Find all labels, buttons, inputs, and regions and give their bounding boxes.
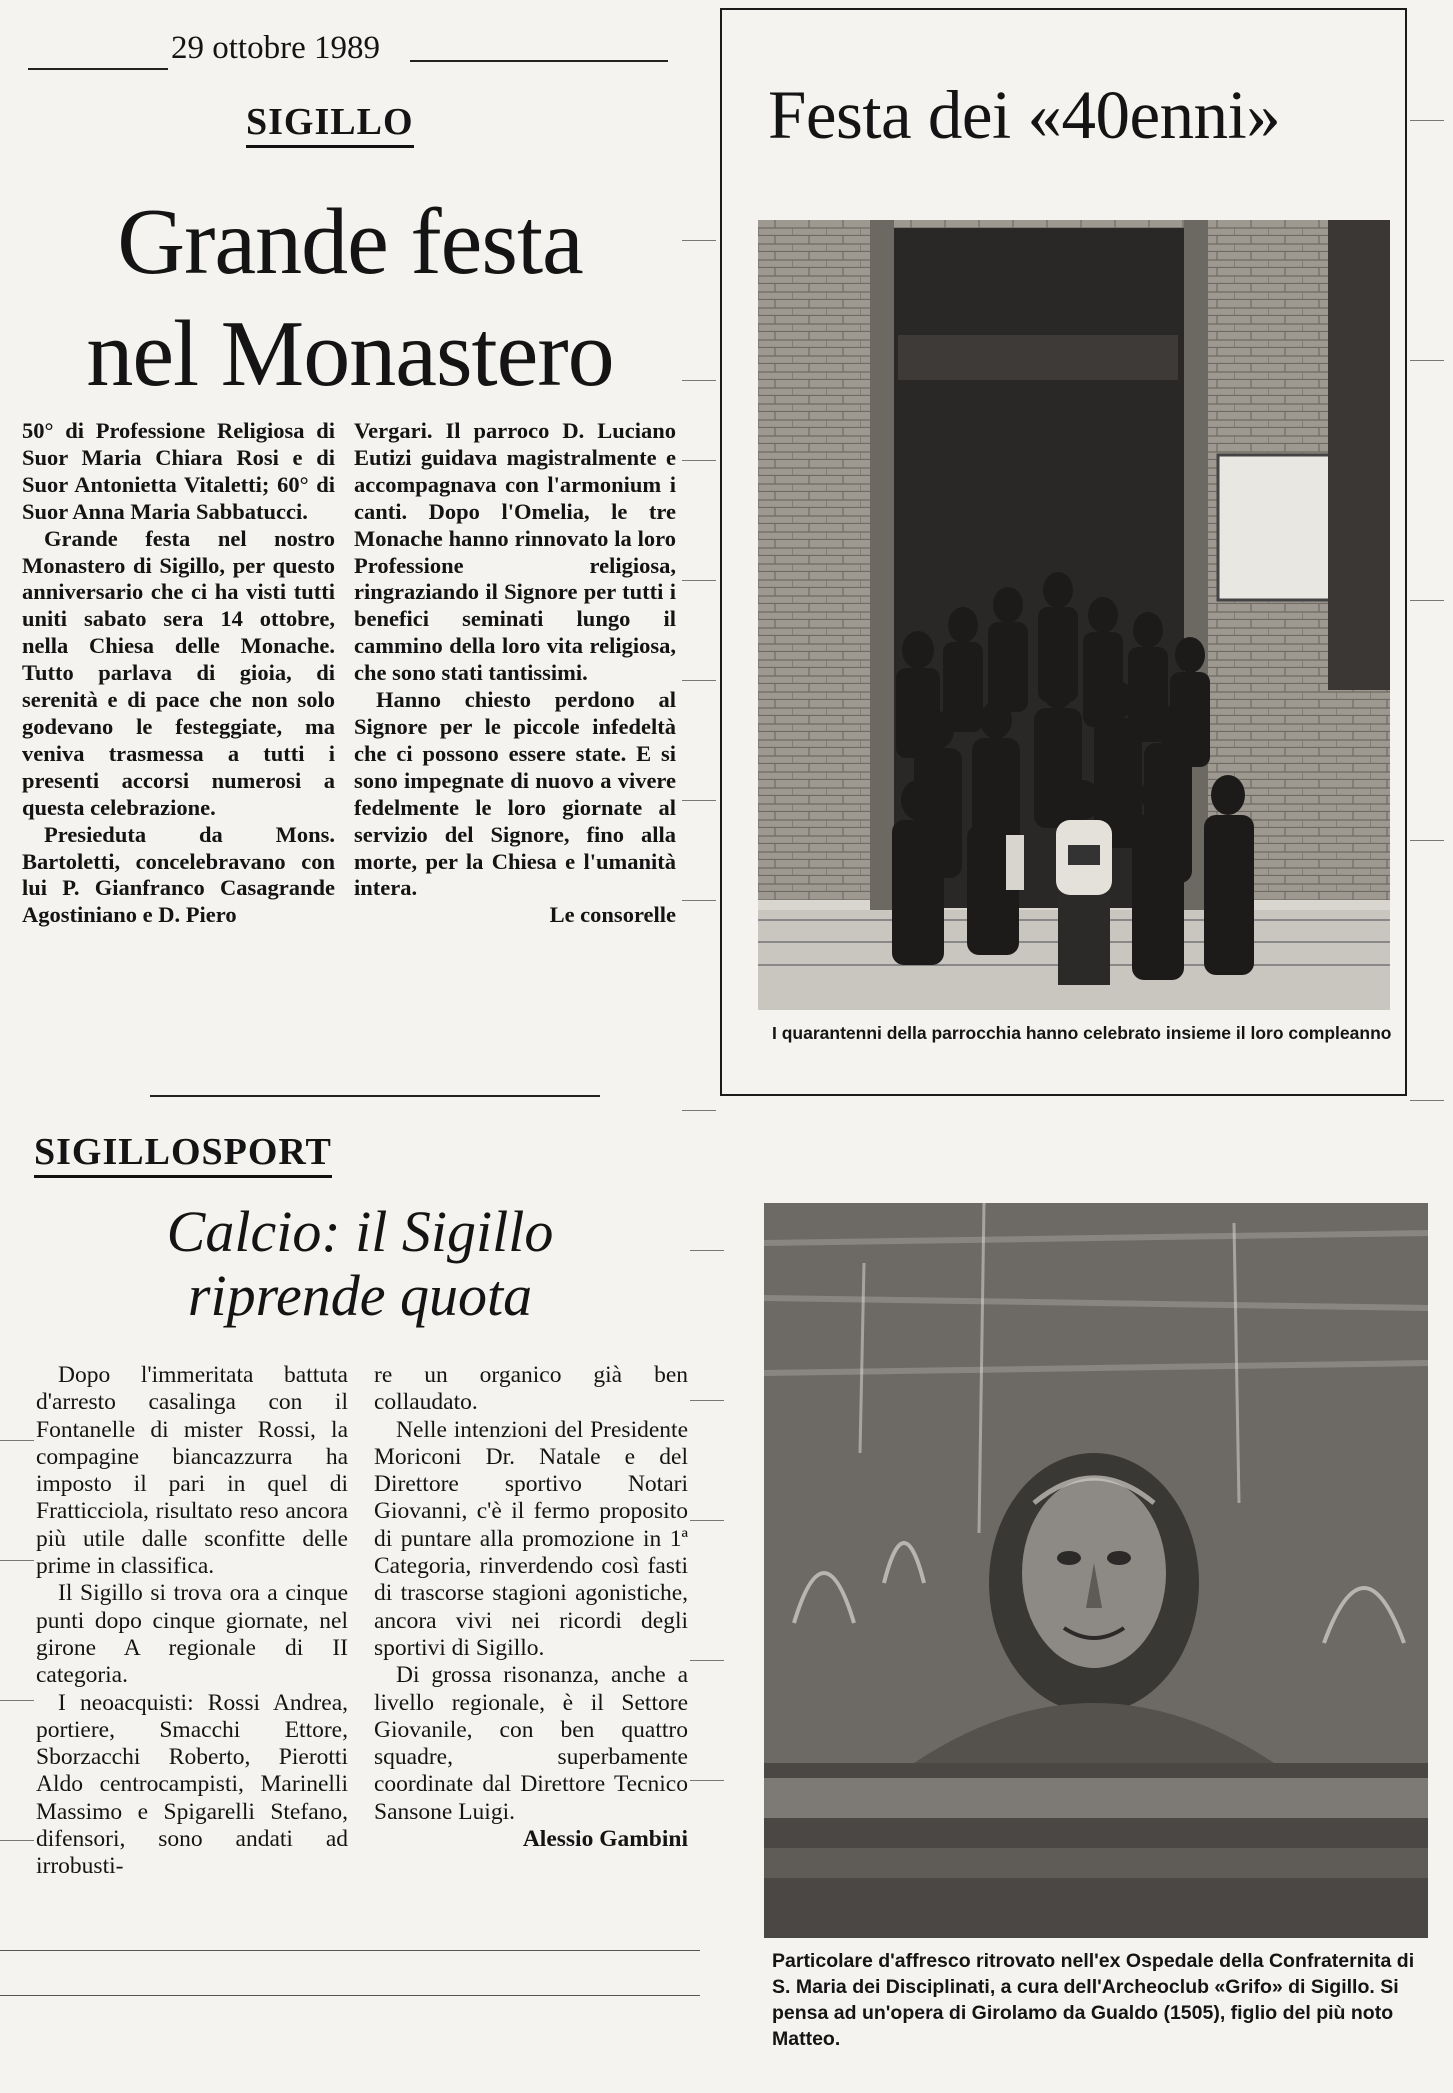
fresco-photo-image: [764, 1203, 1428, 1938]
date-rule-left: [28, 68, 168, 70]
article3-col1-p2: Il Sigillo si trova ora a cinque punti dopo cinque giornate, nel girone A regionale di II categoria.: [36, 1580, 348, 1689]
article3-col2-p1: re un organico già ben collaudato.: [374, 1362, 688, 1416]
article3-col2: [374, 1362, 688, 1853]
article1-col1-p2: Grande festa nel nostro Monastero di Sigillo, per questo anniversario che ci ha visti tutti uniti sabato sera 14 ottobre, nella Chiesa delle Monache. Tutto parlava di gioia, di serenità e di pace che non solo godevano le festeggiate, ma veniva trasmessa a tutti i presenti accorsi numerosi a questa celebrazione.: [22, 525, 335, 820]
fresco-photo: [764, 1203, 1428, 1938]
article1-headline-line1: Grande festa: [117, 190, 583, 294]
article3-headline-line1: Calcio: il Sigillo: [166, 1199, 554, 1264]
article3-col2-p2: Nelle intenzioni del Presidente Moriconi Dr. Natale e del Direttore sportivo Notari Giovanni, c'è il fermo proposito di puntare alla promozione in 1ª Categoria, rinverdendo così fasti di trascorse stagioni agonistiche, ancora vivi nei ricordi degli sportivi di Sigillo.: [374, 1416, 688, 1661]
article1-headline: [20, 186, 680, 410]
article1-col2: [354, 418, 676, 929]
article3-kicker: [34, 1130, 332, 1174]
bottom-rule-1: [0, 1950, 700, 1951]
issue-date: 29 ottobre 1989: [165, 30, 386, 67]
article1-kicker: [246, 100, 414, 144]
article3-col1-p3: I neoacquisti: Rossi Andrea, portiere, Smacchi Ettore, Sborzacchi Roberto, Pierotti Aldo centrocampisti, Marinelli Massimo e Spigarelli Stefano, difensori, sono andati ad irrobusti-: [36, 1689, 348, 1880]
article3-kicker-text: SIGILLOSPORT: [34, 1131, 332, 1178]
article1-col2-p2: Hanno chiesto perdono al Signore per le piccole infedeltà che ci possono essere state. E si sono impegnate di nuovo a vivere fedelmente le loro giornate al servizio del Signore, fino alla morte, per la Chiesa e l'umanità intera.: [354, 687, 676, 901]
article1-kicker-text: SIGILLO: [246, 101, 414, 148]
article3-signature: Alessio Gambini: [522, 1826, 688, 1853]
article1-headline-line2: nel Monastero: [86, 302, 614, 406]
group-photo: [758, 220, 1390, 1010]
article1-col1-p1: 50° di Professione Religiosa di Suor Maria Chiara Rosi e di Suor Antonietta Vitaletti; 60° di Suor Anna Maria Sabbatucci.: [22, 418, 335, 524]
article3-headline-line2: riprende quota: [187, 1263, 533, 1328]
fresco-caption: Particolare d'affresco ritrovato nell'ex Ospedale della Confraternita di S. Maria dei Disciplinati, a cura dell'Archeoclub «Grifo» di Sigillo. Si pensa ad un'opera di Girolamo da Gualdo (1505), figlio del più noto Matteo.: [772, 1950, 1415, 2050]
article3-col1-p1: Dopo l'immeritata battuta d'arresto casalinga con il Fontanelle di mister Rossi, la compagine biancazzurra ha imposto il pari in quel di Fratticciola, risultato reso ancora più utile dalle sconfitte delle prime in classifica.: [36, 1362, 348, 1580]
article1-col1-p3: Presieduta da Mons. Bartoletti, concelebravano con lui P. Gianfranco Casagrande Agostiniano e D. Piero: [22, 821, 335, 928]
article3-headline: [60, 1200, 660, 1328]
group-photo-image: [758, 220, 1390, 1010]
article3-col2-p3: Di grossa risonanza, anche a livello regionale, è il Settore Giovanile, con ben quattro squadre, superbamente coordinate dal Direttore Tecnico Sansone Luigi.: [374, 1662, 688, 1825]
date-rule-right: [410, 60, 668, 62]
article1-col1: [22, 418, 335, 929]
article3-col1: [36, 1362, 348, 1881]
article2-caption: I quarantenni della parrocchia hanno celebrato insieme il loro compleanno: [772, 1023, 1392, 1043]
article1-signature: Le consorelle: [549, 902, 676, 928]
bottom-rule-2: [0, 1995, 700, 1996]
section-divider: [150, 1095, 600, 1097]
article2-headline: Festa dei «40enni»: [768, 77, 1281, 153]
article1-col2-p1: Vergari. Il parroco D. Luciano Eutizi guidava magistralmente e accompagnava con l'armonium i canti. Dopo l'Omelia, le tre Monache hanno rinnovato la loro Professione religiosa, ringraziando il Signore per tutti i benefici seminati lungo il cammino della loro vita religiosa, che sono stati tantissimi.: [354, 418, 676, 686]
